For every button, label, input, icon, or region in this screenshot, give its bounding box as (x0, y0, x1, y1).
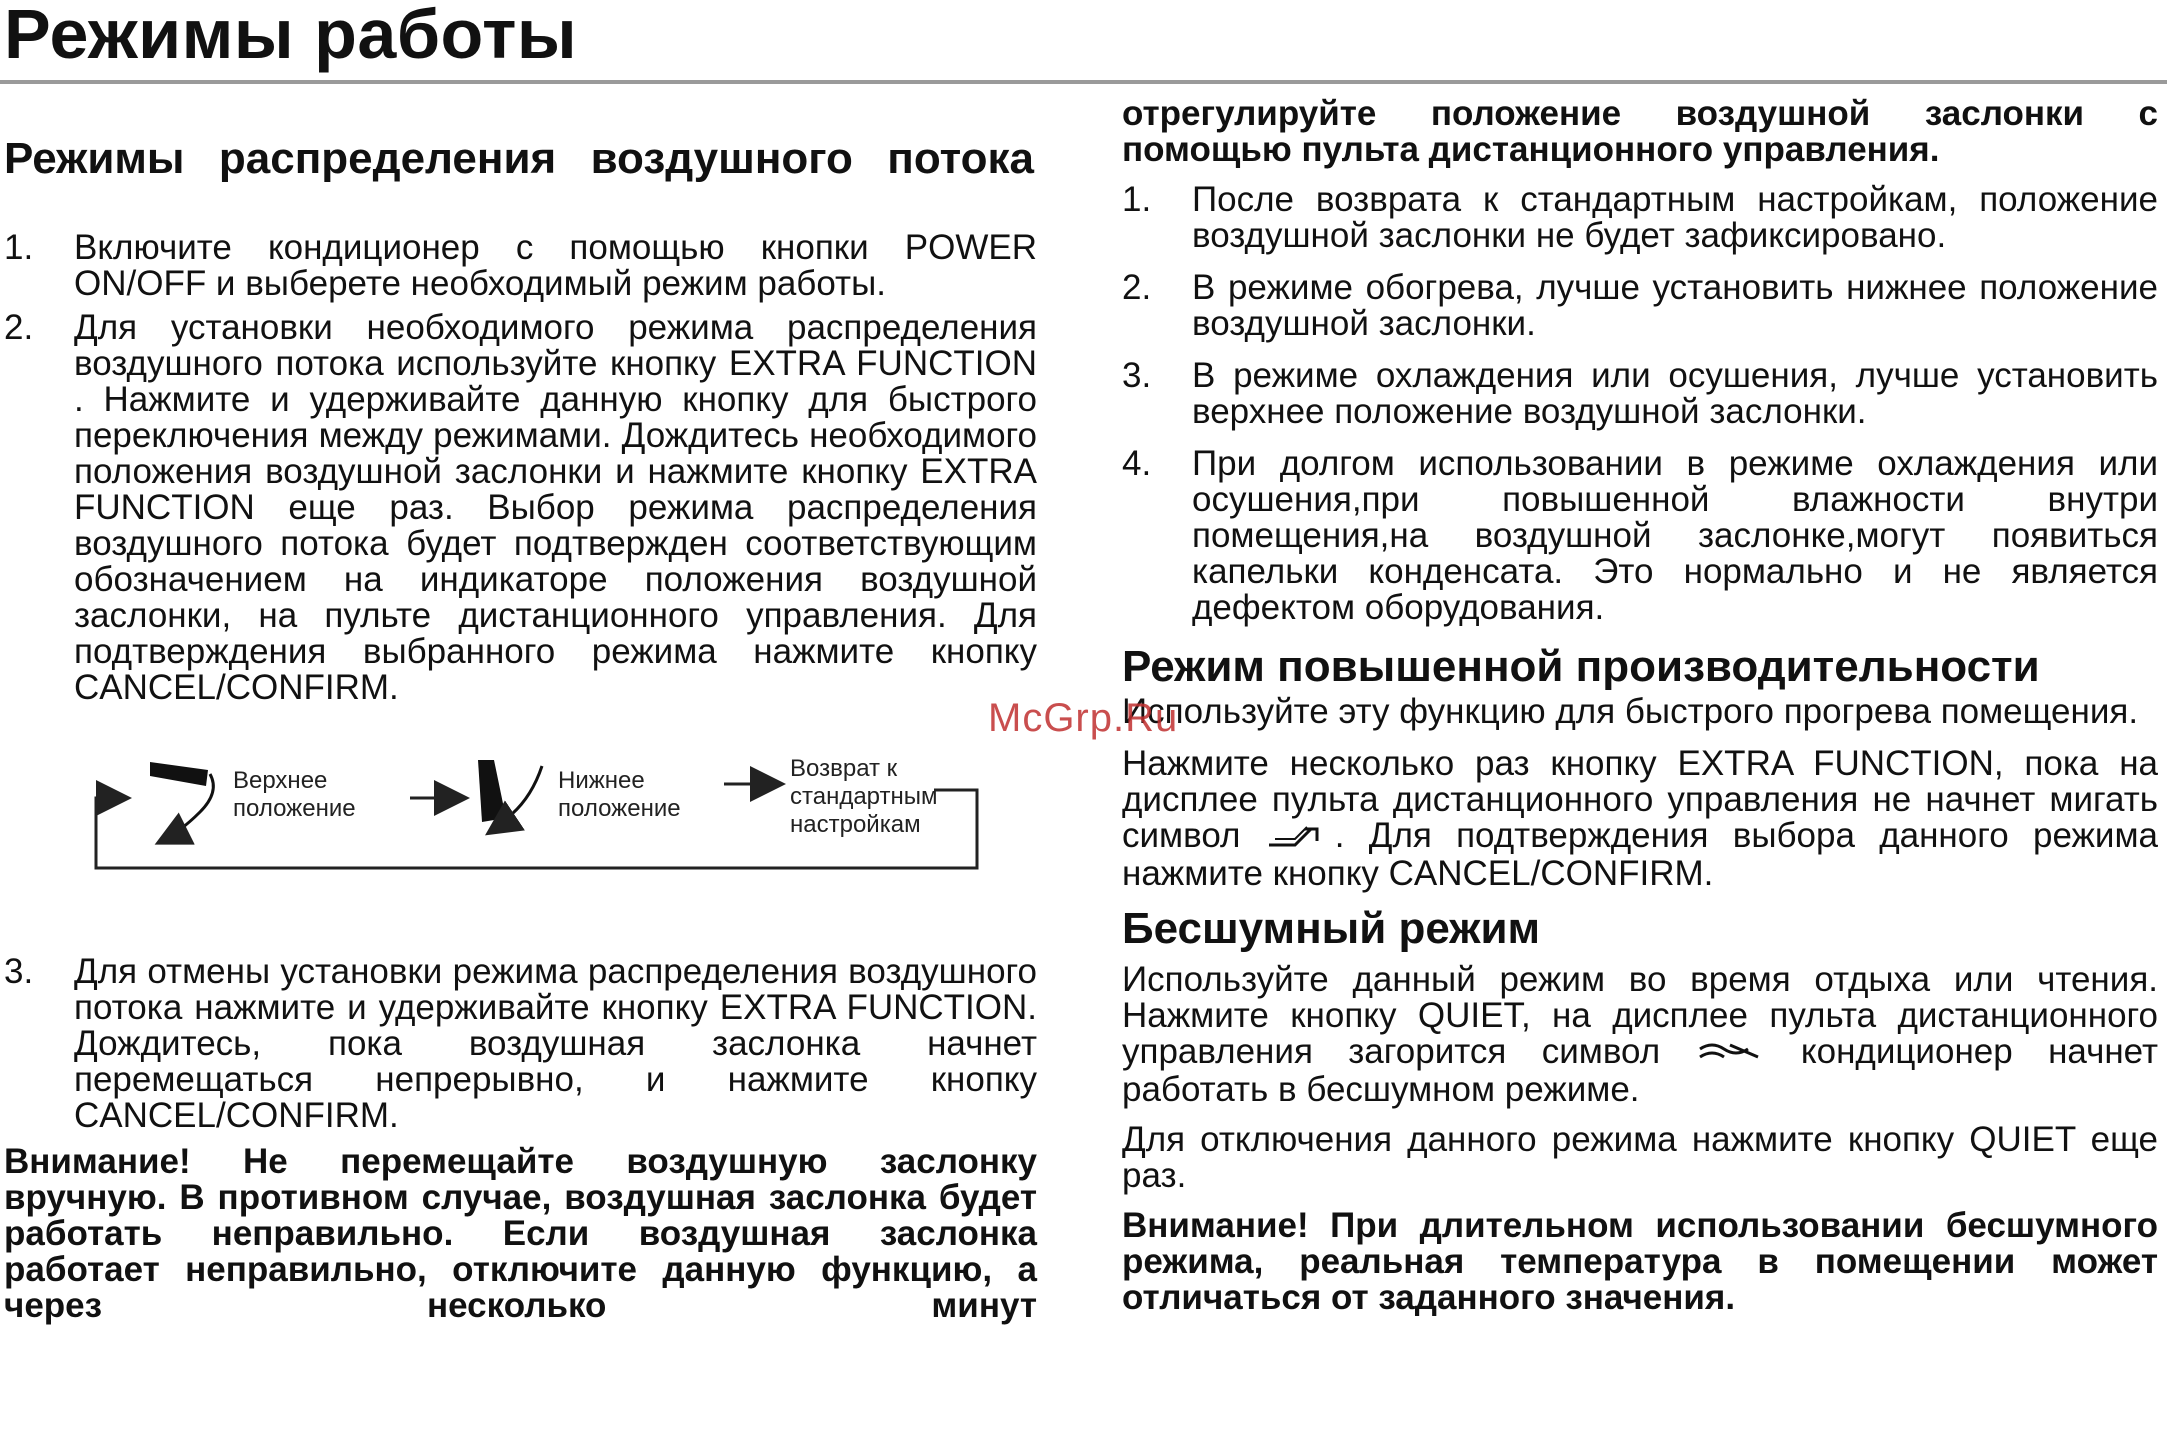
watermark: McGrp.Ru (988, 696, 1179, 740)
warning-continuation: отрегулируйте положение воздушной заслонки с помощью пульта дистанционного управления. (1122, 94, 2158, 169)
turbo-mode-heading: Режим повышенной производительности (1122, 642, 2040, 691)
quiet-mode-paragraph-2: Для отключения данного режима нажмите кнопку QUIET еще раз. (1122, 1120, 2158, 1195)
quiet-text-after-symbol: кондиционер начнет работать в бесшумном режиме. (1122, 1032, 2158, 1109)
list-item-text: После возврата к стандартным настройкам, положение воздушной заслонки не будет зафиксировано. (1192, 180, 2158, 255)
list-item (1122, 446, 2158, 626)
lower-position-label-line1: Нижнее (558, 767, 645, 794)
turbo-mode-paragraph-1: Используйте эту функцию для быстрого прогрева помещения. (1122, 692, 2139, 731)
turbo-icon (1265, 819, 1335, 856)
list-item-text: В режиме охлаждения или осушения, лучше установить верхнее положение воздушной заслонки. (1192, 356, 2158, 431)
airflow-steps-list (4, 230, 1037, 706)
turbo-text-after-symbol: . Для подтверждения выбора данного режима нажмите кнопку CANCEL/CONFIRM. (1122, 816, 2159, 894)
return-label-line3: настройкам (790, 811, 921, 838)
right-column (1122, 96, 2158, 1316)
quiet-mode-heading: Бесшумный режим (1122, 904, 1541, 954)
list-item (1122, 270, 2158, 342)
list-item-number: 2. (1122, 268, 1152, 307)
list-item-text: В режиме обогрева, лучше установить нижнее положение воздушной заслонки. (1192, 268, 2158, 343)
left-column (4, 134, 1037, 1325)
flap-mode-diagram (4, 754, 1034, 904)
list-item-text: Включите кондиционер с помощью кнопки POWER ON/OFF и выберете необходимый режим работы. (74, 228, 1037, 303)
list-item-number: 2. (4, 308, 34, 347)
quiet-mode-warning: Внимание! При длительном использовании бесшумного режима, реальная температура в помещении может отличаться от заданного значения. (1122, 1206, 2158, 1317)
return-label-line2: стандартным (790, 783, 938, 810)
list-item-text: Для установки необходимого режима распределения воздушного потока используйте кнопку EXTRA FUNCTION . Нажмите и удерживайте данную кнопку для быстрого переключения между режимами. Дождитесь необходимого положения воздушной заслонки и нажмите кнопку EXTRA FUNCTION еще раз. Выбор режима распределения воздушного потока будет подтвержден соответствующим обозначением на индикаторе положения воздушной заслонки, на пульте дистанционного управления. Для подтверждения выбранного режима нажмите кнопку CANCEL/CONFIRM. (74, 308, 1037, 707)
airflow-cancel-list (4, 954, 1037, 1134)
list-item-text: Для отмены установки режима распределения воздушного потока нажмите и удерживайте кнопку EXTRA FUNCTION. Дождитесь, пока воздушная заслонка начнет перемещаться непрерывно, и нажмите кнопку CANCEL/CONFIRM. (74, 952, 1037, 1135)
list-item (1122, 358, 2158, 430)
list-item-number: 3. (4, 952, 34, 991)
list-item (4, 954, 1037, 1134)
lower-position-label-line2: положение (558, 795, 681, 822)
list-item-text: При долгом использовании в режиме охлаждения или осушения,при повышенной влажности внутри помещения,на воздушной заслонке,могут появиться капельки конденсата. Это нормально и не является дефектом оборудования. (1192, 444, 2158, 627)
title-divider (0, 80, 2167, 84)
turbo-text-before-symbol: Нажмите несколько раз кнопку EXTRA FUNCTION, пока на дисплее пульта дистанционного управления не начнет мигать символ (1122, 744, 2158, 855)
manual-flap-warning: Внимание! Не перемещайте воздушную заслонку вручную. В противном случае, воздушная заслонка будет работать неправильно. Если воздушная заслонка работает неправильно, отключите данную функцию, а через несколько минут (4, 1142, 1037, 1325)
list-item-number: 4. (1122, 444, 1152, 483)
list-item (1122, 182, 2158, 254)
upper-position-label-line1: Верхнее (233, 767, 328, 794)
list-item (4, 310, 1037, 706)
page-title: Режимы работы (4, 0, 578, 73)
airflow-modes-heading: Режимы распределения воздушного потока (4, 134, 1034, 183)
list-item-number: 3. (1122, 356, 1152, 395)
turbo-mode-paragraph-2 (1122, 746, 2158, 892)
return-label-line1: Возврат к (790, 755, 898, 782)
lower-position-icon (478, 760, 542, 832)
upper-position-label-line2: положение (233, 795, 356, 822)
default-settings-list (1122, 182, 2158, 626)
quiet-text-before-symbol: Используйте данный режим во время отдыха или чтения. Нажмите кнопку QUIET, на дисплее пульта дистанционного управления загорится символ (1122, 960, 2158, 1072)
quiet-mode-paragraph-1 (1122, 962, 2158, 1108)
upper-position-icon (150, 762, 213, 842)
list-item-number: 1. (4, 228, 34, 267)
list-item-number: 1. (1122, 180, 1152, 219)
list-item (4, 230, 1037, 302)
quiet-icon (1696, 1036, 1766, 1072)
